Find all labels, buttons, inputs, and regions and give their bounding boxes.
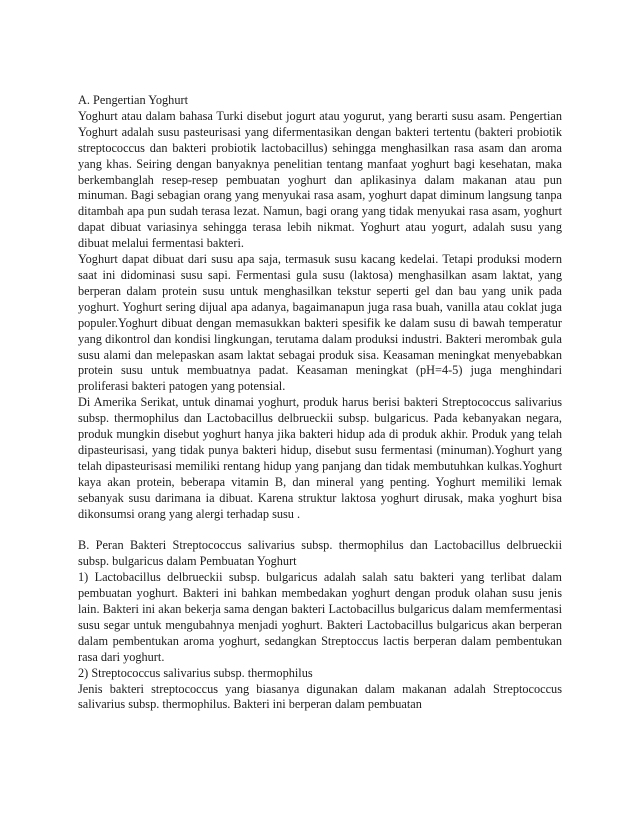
section-gap [78, 522, 562, 538]
section-b-item-2-title: 2) Streptococcus salivarius subsp. thermophilus [78, 665, 313, 680]
document-page [78, 93, 562, 713]
section-b-item-2-text: Jenis bakteri streptococcus yang biasanya digunakan dalam makanan adalah Streptococcus salivarius subsp. thermophilus. Bakteri ini berperan dalam pembuatan [78, 681, 562, 712]
section-a-heading: A. Pengertian Yoghurt [78, 93, 188, 107]
section-a-paragraph-3: Di Amerika Serikat, untuk dinamai yoghurt, produk harus berisi bakteri Streptococcus salivarius subsp. thermophilus dan Lactobacillus delbrueckii subsp. bulgaricus. Pada kebanyakan negara, produk mungkin disebut yoghurt hanya jika bakteri hidup ada di produk akhir. Produk yang telah dipasteurisasi, yang tidak punya bakteri hidup, disebut susu fermentasi (minuman).Yoghurt yang telah dipasteurisasi memiliki rentang hidup yang panjang dan tidak membutuhkan kulkas.Yoghurt kaya akan protein, beberapa vitamin B, dan mineral yang penting. Yoghurt memiliki lemak sebanyak susu darimana ia dibuat. Karena struktur laktosa yoghurt dirusak, maka yoghurt bisa dikonsumsi orang yang alergi terhadap susu . [78, 395, 562, 521]
section-a-paragraph-1: Yoghurt atau dalam bahasa Turki disebut jogurt atau yogurut, yang berarti susu asam. Pengertian Yoghurt adalah susu pasteurisasi yang difermentasikan dengan bakteri tertentu (bakteri probiotik streptococcus dan bakteri probiotik lactobacillus) sehingga menghasilkan rasa asam dan aroma yang khas. Seiring dengan banyaknya penelitian tentang manfaat yoghurt bagi kesehatan, maka berkembanglah resep-resep pembuatan yoghurt dan aplikasinya dalam makanan atau pun minuman. Bagi sebagian orang yang menyukai rasa asam, yoghurt dapat diminum langsung tanpa ditambah apa pun sudah terasa lezat. Namun, bagi orang yang tidak menyukai rasa asam, yoghurt dapat dibuat variasinya sehingga terasa lebih nikmat. Yoghurt atau yogurt, adalah susu yang dibuat melalui fermentasi bakteri. [78, 108, 562, 251]
section-b-item-1: 1) Lactobacillus delbrueckii subsp. bulgaricus adalah salah satu bakteri yang terlibat dalam pembuatan yoghurt. Bakteri ini bahkan membedakan yoghurt dengan produk olahan susu jenis lain. Bakteri ini akan bekerja sama dengan bakteri Lactobacillus bulgaricus dalam memfermentasi susu segar untuk mengubahnya menjadi yoghurt. Bakteri Lactobacillus bulgaricus akan berperan dalam pembentukan aroma yoghurt, sedangkan Streptoccus lactis berperan dalam pembentukan rasa dari yoghurt. [78, 570, 562, 664]
section-b-heading: B. Peran Bakteri Streptococcus salivarius subsp. thermophilus dan Lactobacillus delbrueckii subsp. bulgaricus dalam Pembuatan Yoghurt [78, 538, 562, 569]
section-a-paragraph-2: Yoghurt dapat dibuat dari susu apa saja, termasuk susu kacang kedelai. Tetapi produksi modern saat ini didominasi susu sapi. Fermentasi gula susu (laktosa) menghasilkan asam laktat, yang berperan dalam protein susu untuk menghasilkan tekstur seperti gel dan bau yang unik pada yoghurt. Yoghurt sering dijual apa adanya, bagaimanapun juga rasa buah, vanilla atau coklat juga populer.Yoghurt dibuat dengan memasukkan bakteri spesifik ke dalam susu di bawah temperatur yang dikontrol dan kondisi lingkungan, terutama dalam produksi industri. Bakteri merombak gula susu alami dan melepaskan asam laktat sebagai produk sisa. Keasaman meningkat menyebabkan protein susu untuk membuatnya padat. Keasaman meningkat (pH=4-5) juga menghindari proliferasi bakteri patogen yang potensial. [78, 252, 562, 394]
